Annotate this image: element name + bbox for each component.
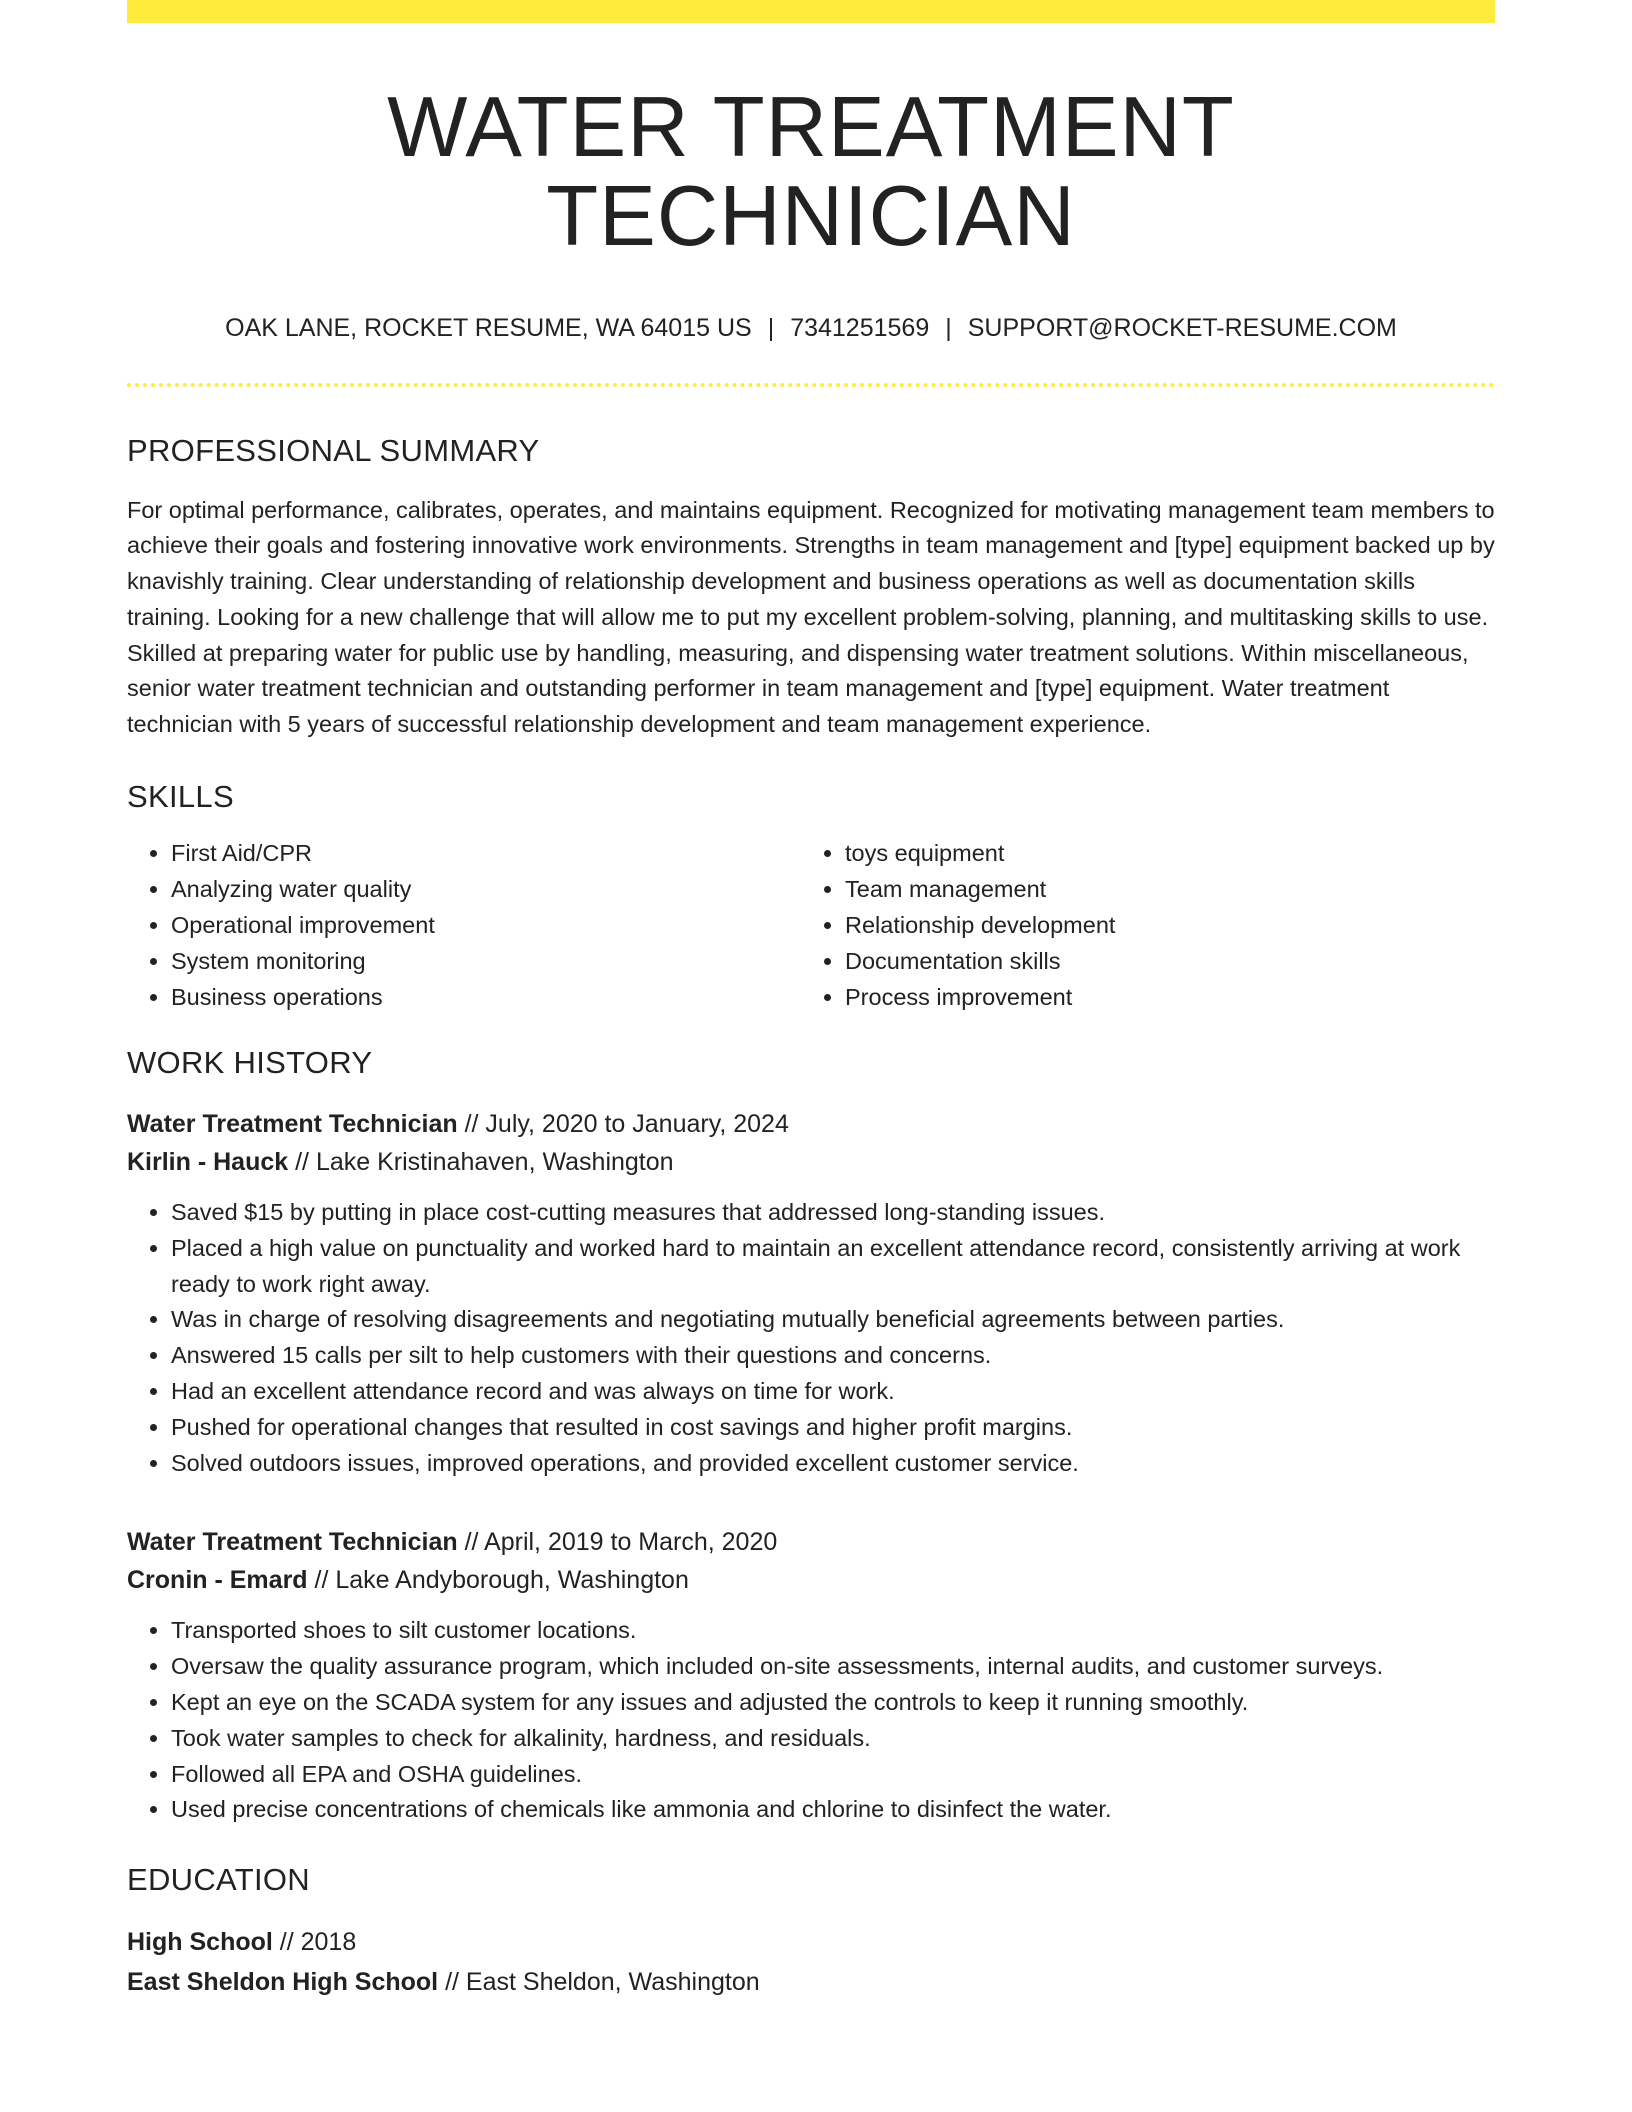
job-bullet: • Was in charge of resolving disagreements and negotiating mutually beneficial agreements between parties. bbox=[171, 1302, 1495, 1338]
education-school-line bbox=[127, 1962, 1495, 2002]
skills-list bbox=[127, 835, 1495, 1015]
skills-column-right bbox=[801, 835, 1475, 1015]
skill-item: • System monitoring bbox=[171, 943, 801, 979]
job-bullet: • Took water samples to check for alkalinity, hardness, and residuals. bbox=[171, 1721, 1495, 1757]
resume-page bbox=[127, 0, 1495, 2002]
dotted-divider bbox=[127, 383, 1495, 387]
job-bullet: • Pushed for operational changes that resulted in cost savings and higher profit margins. bbox=[171, 1410, 1495, 1446]
job-bullet: • Saved $15 by putting in place cost-cutting measures that addressed long-standing issues. bbox=[171, 1195, 1495, 1231]
skill-item: • Operational improvement bbox=[171, 907, 801, 943]
job-bullet: • Placed a high value on punctuality and worked hard to maintain an excellent attendance record, consistently arriving at work ready to work right away. bbox=[171, 1231, 1495, 1303]
education-year: // 2018 bbox=[272, 1928, 357, 1957]
skill-item: • Business operations bbox=[171, 979, 801, 1015]
education-school: East Sheldon High School bbox=[127, 1968, 439, 1997]
job-role: Water Treatment Technician bbox=[127, 1110, 458, 1139]
summary-heading: PROFESSIONAL SUMMARY bbox=[127, 432, 540, 468]
skills-heading: SKILLS bbox=[127, 779, 234, 815]
job-company: Kirlin - Hauck bbox=[127, 1148, 289, 1177]
job-bullets bbox=[127, 1613, 1495, 1828]
job-bullet: • Followed all EPA and OSHA guidelines. bbox=[171, 1757, 1495, 1793]
top-accent-bar bbox=[127, 0, 1495, 23]
skill-item: • Relationship development bbox=[845, 907, 1475, 943]
job-bullet: • Solved outdoors issues, improved operations, and provided excellent customer service. bbox=[171, 1446, 1495, 1482]
skill-item: • First Aid/CPR bbox=[171, 835, 801, 871]
contact-email: SUPPORT@ROCKET-RESUME.COM bbox=[967, 313, 1397, 342]
summary-text: For optimal performance, calibrates, operates, and maintains equipment. Recognized for motivating management team members to achieve their goals and fostering innovative work environments. Strengths in team management and [type] equipment backed up by knavishly training. Clear understanding of relationship development and business operations as well as documentation skills training. Looking for a new challenge that will allow me to put my excellent problem-solving, planning, and multitasking skills to use. Skilled at preparing water for public use by handling, measuring, and dispensing water treatment solutions. Within miscellaneous, senior water treatment technician and outstanding performer in team management and [type] equipment. Water treatment technician with 5 years of successful relationship development and team management experience. bbox=[127, 496, 1495, 738]
skill-item: • Team management bbox=[845, 871, 1475, 907]
job-dates: // April, 2019 to March, 2020 bbox=[457, 1528, 778, 1557]
job-bullet: • Transported shoes to silt customer locations. bbox=[171, 1613, 1495, 1649]
contact-address: OAK LANE, ROCKET RESUME, WA 64015 US bbox=[225, 313, 752, 342]
work-history-heading: WORK HISTORY bbox=[127, 1045, 373, 1081]
job-dates: // July, 2020 to January, 2024 bbox=[457, 1110, 789, 1139]
skill-item: • Process improvement bbox=[845, 979, 1475, 1015]
job-entry bbox=[127, 1105, 1495, 1481]
job-title-line bbox=[127, 1523, 1495, 1561]
skill-item: • toys equipment bbox=[845, 835, 1475, 871]
education-degree: High School bbox=[127, 1928, 273, 1957]
contact-separator: | bbox=[767, 313, 775, 342]
skills-column-left bbox=[127, 835, 801, 1015]
education-location: // East Sheldon, Washington bbox=[438, 1968, 760, 1997]
education-entry bbox=[127, 1922, 1495, 2002]
job-location: // Lake Kristinahaven, Washington bbox=[288, 1148, 674, 1177]
job-bullets bbox=[127, 1195, 1495, 1481]
job-company: Cronin - Emard bbox=[127, 1566, 308, 1595]
contact-separator: | bbox=[945, 313, 952, 342]
job-bullet: • Kept an eye on the SCADA system for any issues and adjusted the controls to keep it running smoothly. bbox=[171, 1685, 1495, 1721]
contact-line bbox=[127, 314, 1495, 343]
job-entry bbox=[127, 1523, 1495, 1828]
resume-name: WATER TREATMENT TECHNICIAN bbox=[387, 80, 1235, 265]
education-degree-line bbox=[127, 1922, 1495, 1962]
job-role: Water Treatment Technician bbox=[127, 1528, 458, 1557]
job-bullet: • Used precise concentrations of chemicals like ammonia and chlorine to disinfect the water. bbox=[171, 1792, 1495, 1828]
contact-phone: 7341251569 bbox=[790, 313, 930, 342]
job-location: // Lake Andyborough, Washington bbox=[307, 1566, 689, 1595]
education-heading: EDUCATION bbox=[127, 1862, 310, 1898]
job-bullet: • Oversaw the quality assurance program, which included on-site assessments, internal audits, and customer surveys. bbox=[171, 1649, 1495, 1685]
job-company-line bbox=[127, 1143, 1495, 1181]
job-bullet: • Had an excellent attendance record and was always on time for work. bbox=[171, 1374, 1495, 1410]
job-bullet: • Answered 15 calls per silt to help customers with their questions and concerns. bbox=[171, 1338, 1495, 1374]
skill-item: • Documentation skills bbox=[845, 943, 1475, 979]
job-title-line bbox=[127, 1105, 1495, 1143]
job-company-line bbox=[127, 1561, 1495, 1599]
skill-item: • Analyzing water quality bbox=[171, 871, 801, 907]
